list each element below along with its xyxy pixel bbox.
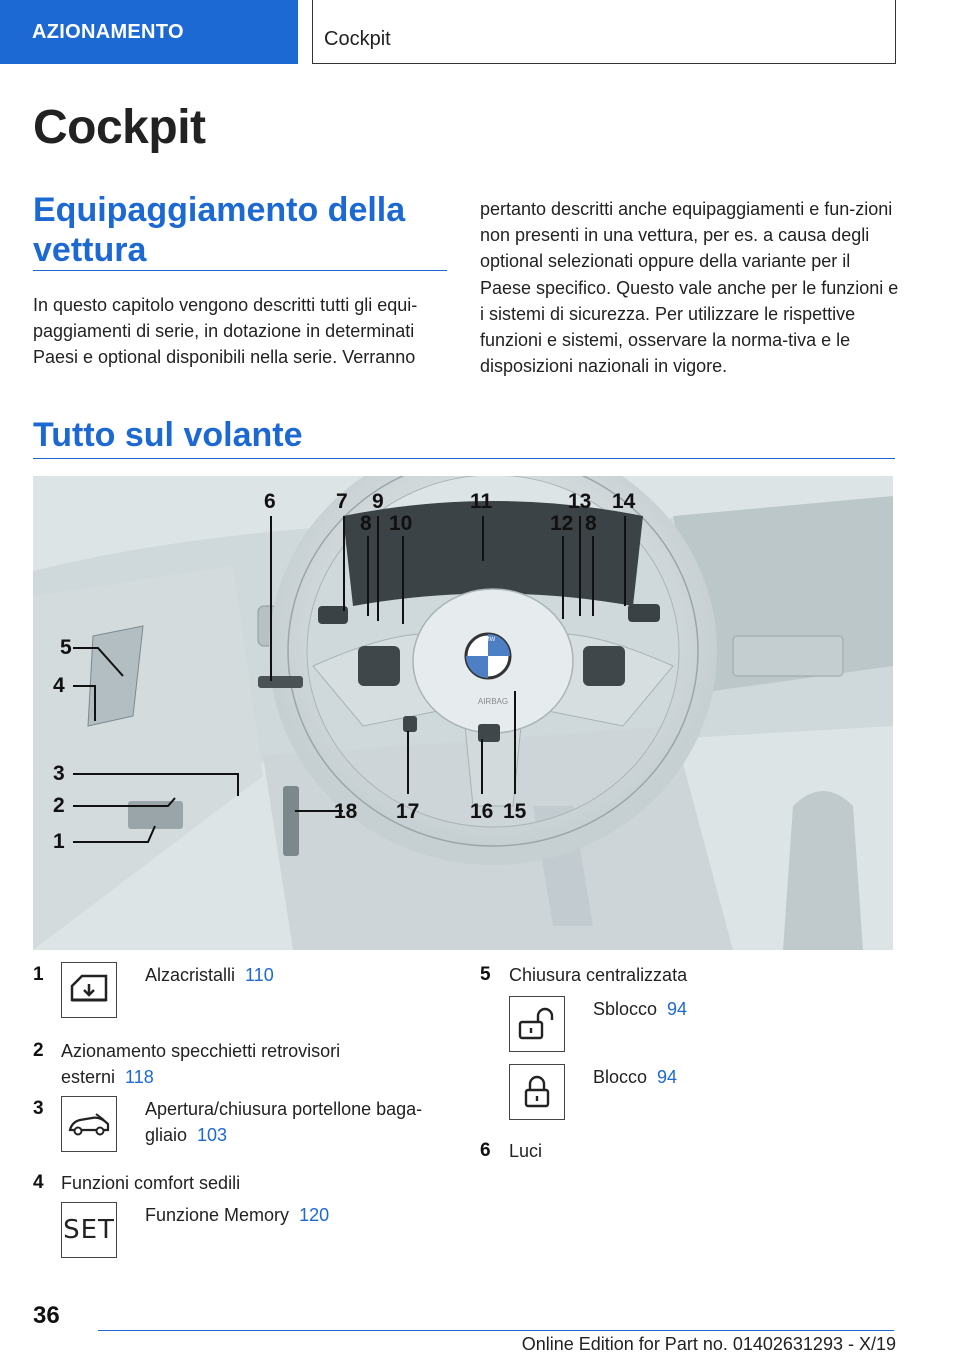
set-icon <box>61 1202 117 1258</box>
item-label-text: Alzacristalli <box>145 965 236 985</box>
callout-label: 15 <box>503 800 527 823</box>
airbag-text: AIRBAG <box>477 697 509 706</box>
item-label: Chiusura centralizzata <box>509 965 688 985</box>
callout-label: 4 <box>53 674 65 697</box>
intro-paragraph-left: In questo capitolo vengono descritti tutti gli equi-paggiamenti di serie, in dotazione in determinati Paesi e optional disponibili nella serie. Verranno <box>33 295 418 368</box>
item-number: 4 <box>33 1172 44 1193</box>
item-label <box>593 1064 893 1090</box>
callout-label: 5 <box>60 636 72 659</box>
callout-label: 8 <box>360 512 372 535</box>
callout-label: 7 <box>336 490 348 513</box>
callout-label: 9 <box>372 490 384 513</box>
callout-label: 16 <box>470 800 494 823</box>
page-link[interactable]: 94 <box>657 1067 678 1087</box>
callout-label: 17 <box>396 800 420 823</box>
section-rule <box>33 458 895 459</box>
item-label-text: Apertura/chiusura portellone baga-gliaio <box>145 1099 423 1145</box>
cockpit-illustration <box>33 476 893 950</box>
page-link[interactable]: 110 <box>245 965 274 985</box>
page-link[interactable]: 118 <box>125 1067 154 1087</box>
item-label-text: Funzione Memory <box>145 1205 290 1225</box>
cockpit-drawing <box>33 476 893 950</box>
item-label <box>145 1202 445 1228</box>
callout-label: 12 <box>550 512 574 535</box>
item-label: Funzioni comfort sedili <box>61 1173 241 1193</box>
callout-label: 8 <box>585 512 597 535</box>
callout-label: 2 <box>53 794 65 817</box>
callout-label: 11 <box>470 490 493 513</box>
item-label <box>145 962 445 988</box>
section-tab[interactable]: AZIONAMENTO <box>0 0 298 64</box>
item-number: 1 <box>33 964 44 985</box>
section-rule <box>33 270 447 271</box>
item-label-text: Blocco <box>593 1067 648 1087</box>
item-label <box>593 996 893 1022</box>
item-number: 2 <box>33 1040 44 1061</box>
callout-label: 3 <box>53 762 65 785</box>
callout-label: 14 <box>612 490 636 513</box>
logo-text: BMW <box>480 637 496 643</box>
callout-label: 6 <box>264 490 276 513</box>
item-number: 5 <box>480 964 491 985</box>
callout-label: 13 <box>568 490 592 513</box>
item-label <box>61 1038 401 1090</box>
item-label-text: Sblocco <box>593 999 658 1019</box>
item-label: Luci <box>509 1141 543 1161</box>
page-link[interactable]: 94 <box>667 999 688 1019</box>
callout-label: 1 <box>53 830 65 853</box>
page-link[interactable]: 103 <box>197 1125 228 1145</box>
item-number: 3 <box>33 1098 44 1119</box>
footer-edition: Online Edition for Part no. 01402631293 - X/19 <box>521 1334 896 1354</box>
unlock-icon <box>509 996 565 1052</box>
item-number: 6 <box>480 1140 491 1161</box>
callout-label: 10 <box>389 512 413 535</box>
section-title-equipment: Equipaggiamento della vettura <box>33 191 406 269</box>
footer-rule <box>98 1330 894 1331</box>
section-title-steering-wheel: Tutto sul volante <box>33 416 303 454</box>
lock-icon <box>509 1064 565 1120</box>
intro-paragraph-right: pertanto descritti anche equipaggiamenti e fun-zioni non presenti in una vettura, per es. a causa degli optional selezionati oppure della variante per il Paese specifico. Questo vale anche per le funzioni e i sistemi di sicurezza. Per utilizzare le rispettive funzioni e sistemi, osservare la norma-tiva e le disposizioni nazionali in vigore. <box>480 199 899 377</box>
item-label-text: Azionamento specchietti retrovisori esterni <box>61 1041 341 1087</box>
page-link[interactable]: 120 <box>299 1205 330 1225</box>
item-label <box>145 1096 445 1148</box>
window-lifter-icon <box>61 962 117 1018</box>
page-title: Cockpit <box>33 101 206 154</box>
tailgate-icon <box>61 1096 117 1152</box>
chapter-title[interactable]: Cockpit <box>324 28 391 50</box>
callout-label: 18 <box>334 800 358 823</box>
set-icon-text: SET <box>63 1215 115 1245</box>
page-number: 36 <box>33 1302 60 1329</box>
chapter-box <box>312 0 896 64</box>
